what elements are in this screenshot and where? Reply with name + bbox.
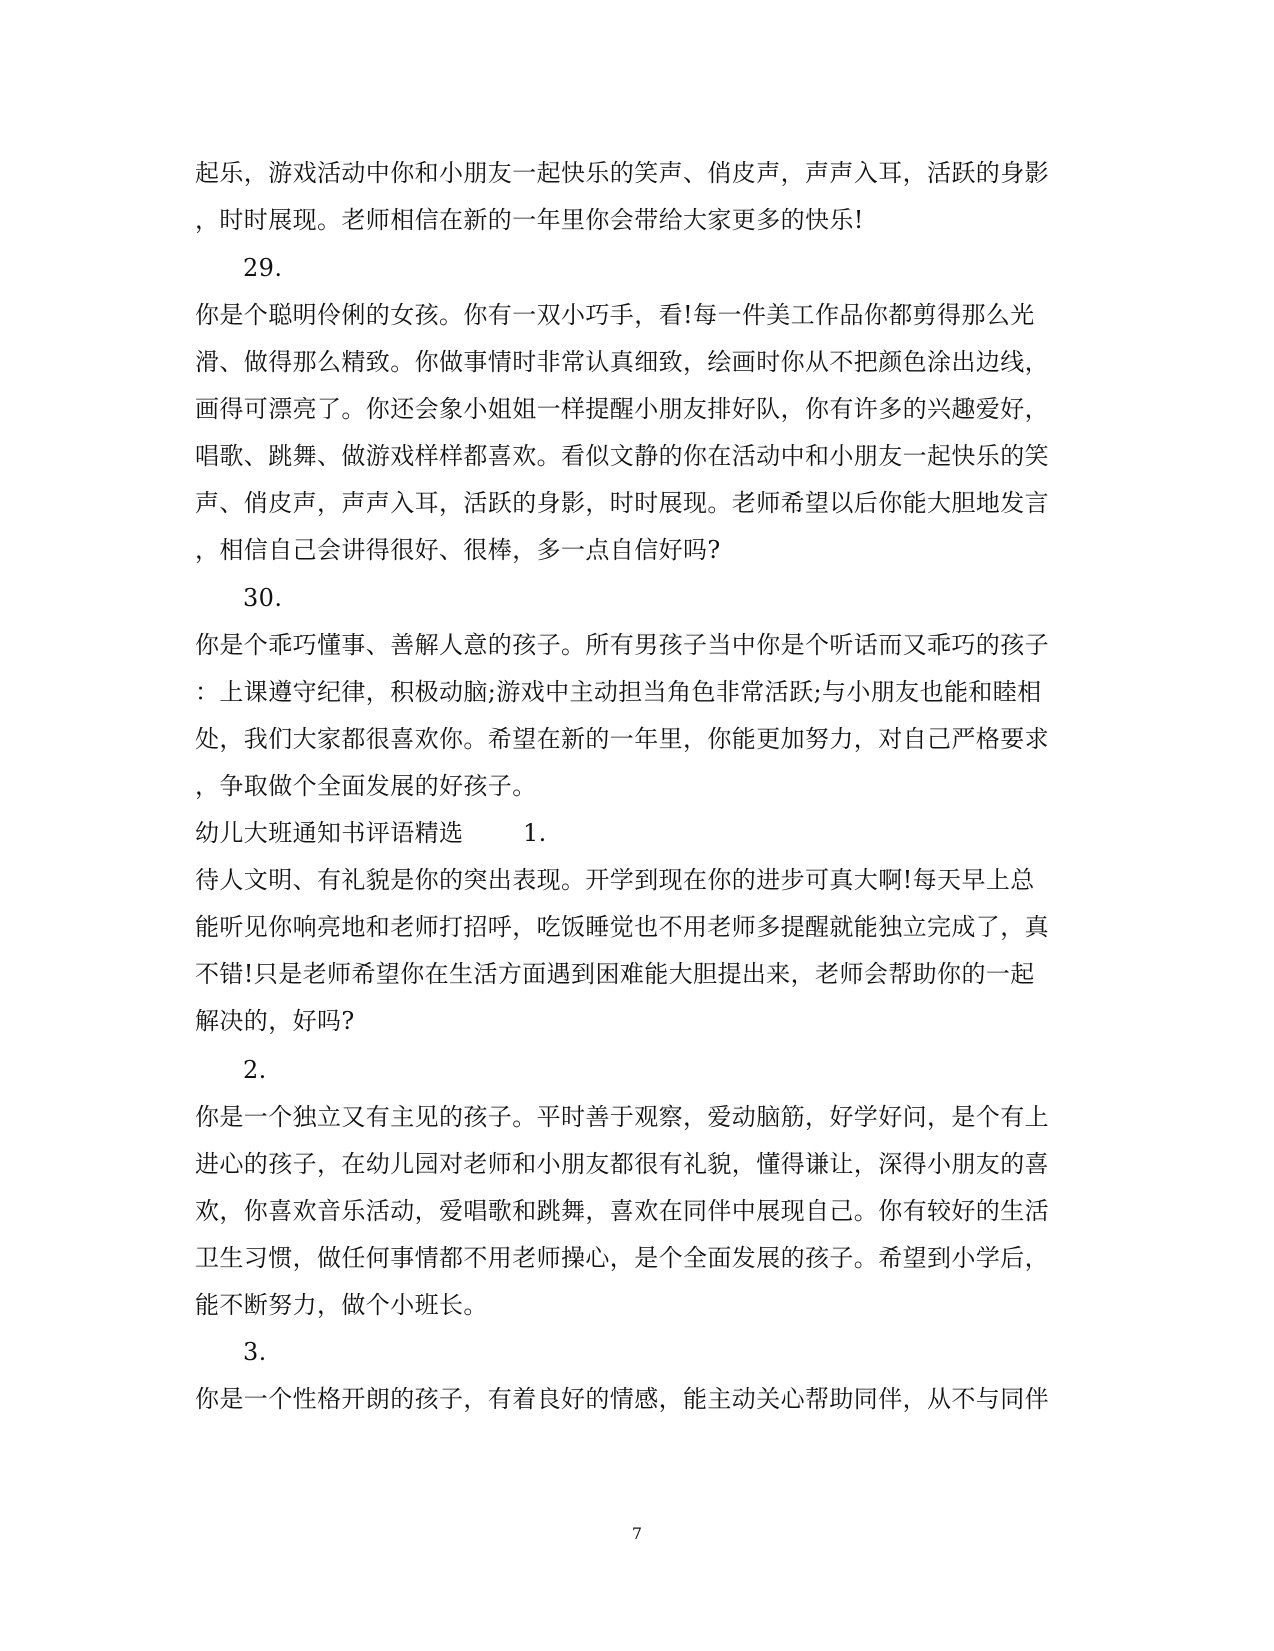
text-line: 待人文明、有礼貌是你的突出表现。开学到现在你的进步可真大啊!每天早上总 [195,866,1035,894]
item-number: 3. [243,1338,267,1366]
item-number: 30. [243,584,283,612]
text-line: 不错!只是老师希望你在生活方面遇到困难能大胆提出来，老师会帮助你的一起 [195,960,1035,988]
text-line: 画得可漂亮了。你还会象小姐姐一样提醒小朋友排好队，你有许多的兴趣爱好， [195,395,1049,423]
text-line: ，时时展现。老师相信在新的一年里你会带给大家更多的快乐! [195,206,864,234]
item-number: 1. [523,819,547,847]
text-line: 卫生习惯，做任何事情都不用老师操心，是个全面发展的孩子。希望到小学后， [195,1244,1049,1272]
text-line: 欢，你喜欢音乐活动，爱唱歌和跳舞，喜欢在同伴中展现自己。你有较好的生活 [195,1197,1049,1225]
section-heading-title: 幼儿大班通知书评语精选 [195,819,464,847]
text-line: 能听见你响亮地和老师打招呼，吃饭睡觉也不用老师多提醒就能独立完成了，真 [195,913,1049,941]
text-line: 进心的孩子，在幼儿园对老师和小朋友都很有礼貌，懂得谦让，深得小朋友的喜 [195,1150,1049,1178]
text-line: 你是个聪明伶俐的女孩。你有一双小巧手，看!每一件美工作品你都剪得那么光 [195,301,1035,329]
page-number: 7 [631,1524,643,1543]
text-line: ，相信自己会讲得很好、很棒，多一点自信好吗? [195,536,721,564]
text-line: 你是个乖巧懂事、善解人意的孩子。所有男孩子当中你是个听话而又乖巧的孩子 [195,631,1049,659]
section-heading [195,816,1095,850]
text-line: 你是一个性格开朗的孩子，有着良好的情感，能主动关心帮助同伴，从不与同伴 [195,1385,1049,1413]
text-line: 滑、做得那么精致。你做事情时非常认真细致，绘画时你从不把颜色涂出边线， [195,348,1049,376]
text-line: ：上课遵守纪律，积极动脑;游戏中主动担当角色非常活跃;与小朋友也能和睦相 [195,678,1042,706]
text-line: 声、俏皮声，声声入耳，活跃的身影，时时展现。老师希望以后你能大胆地发言 [195,489,1049,517]
item-number: 2. [243,1056,267,1084]
text-line: 你是一个独立又有主见的孩子。平时善于观察，爱动脑筋，好学好问，是个有上 [195,1103,1049,1131]
text-line: 起乐，游戏活动中你和小朋友一起快乐的笑声、俏皮声，声声入耳，活跃的身影 [195,159,1049,187]
text-line: 唱歌、跳舞、做游戏样样都喜欢。看似文静的你在活动中和小朋友一起快乐的笑 [195,442,1049,470]
text-line: ，争取做个全面发展的好孩子。 [195,772,537,800]
item-number: 29. [243,254,283,282]
text-line: 解决的，好吗? [195,1007,355,1035]
text-line: 能不断努力，做个小班长。 [195,1291,488,1319]
text-line: 处，我们大家都很喜欢你。希望在新的一年里，你能更加努力，对自己严格要求 [195,725,1049,753]
